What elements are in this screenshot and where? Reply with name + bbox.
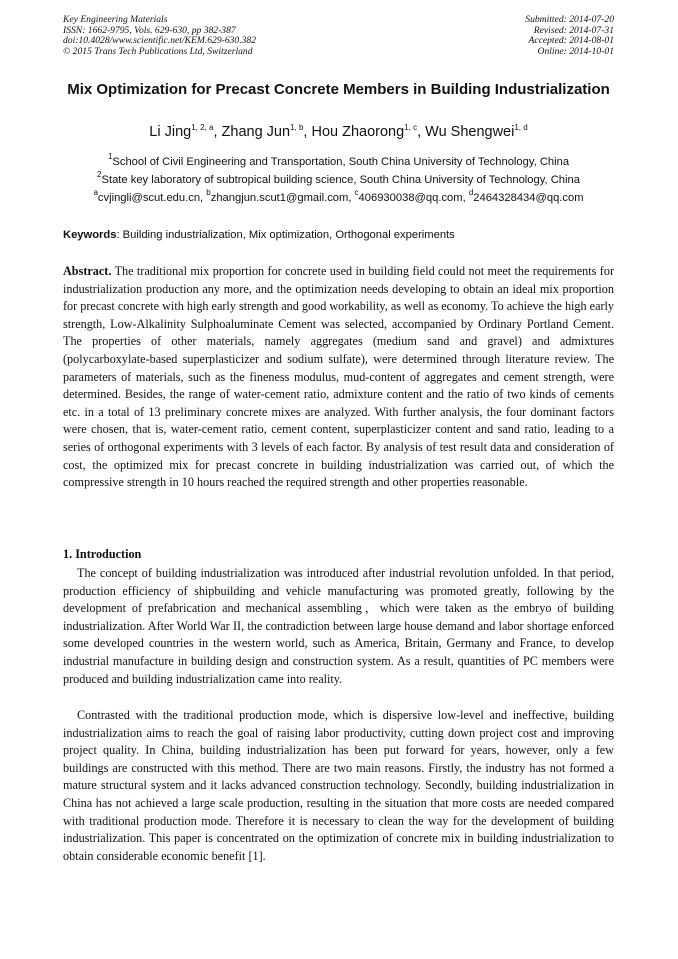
abstract-label: Abstract. — [63, 264, 112, 278]
publication-dates — [525, 15, 614, 57]
submitted-date: Submitted: 2014-07-20 — [525, 14, 614, 25]
section-heading-introduction: 1. Introduction — [63, 547, 142, 561]
doi[interactable]: doi:10.4028/www.scientific.net/KEM.629-630.382 — [63, 35, 257, 47]
author: Li Jing$^{1, 2, a}$, — [149, 123, 222, 140]
abstract-text: The traditional mix proportion for concrete used in building field could not meet the requirements for industrialization production any more, and the optimization needs developing to obtain an ideal mix proportion for precast concrete with high early strength and good workability, as well as economy. To achieve the high early strength, Low-Alkalinity Sulphoaluminate Cement was selected, accompanied by Ordinary Portland Cement. The properties of other materials, namely aggregates (medium sand and gravel) and admixtures (polycarboxylate-based superplasticizer and sodium sulfate), were determined through literature review. The parameters of materials, such as the fineness modulus, mud-content of aggregates and cement strength, were determined. Besides, the range of water-cement ratio, admixture content and the ratio of two kinds of cements etc. in a total of 13 preliminary concrete mixes are analyzed. With further analysis, the four dominant factors were chosen, that is, water-cement ratio, cement content, superplasticizer content and sand ratio, leading to a series of orthogonal experiments with 3 levels of each factor. By analysis of test result data and consideration of cost, the optimized mix for precast concrete in building industrialization was carried out, of which the compressive strength in 10 hours reached the required strength and other properties reasonable. — [63, 264, 615, 490]
keywords — [63, 229, 455, 241]
email-link[interactable]: cvjingli@scut.edu.cn, — [97, 192, 207, 204]
paragraph: Contrasted with the traditional production mode, which is dispersive low-level and ineffective, building industrialization aims to reach the goal of raising labor productivity, cutting down project cost and improving project quality. In China, building industrialization has been put forward for years, however, only a few buildings are constructed with this method. There are two main reasons. Firstly, the industry has not formed a mature structural system and it lacks advanced construction technology. Secondly, building industrialization in China has not achieved a large scale production, resulting in the situation that more costs are needed compared with traditional production mode. Therefore it is necessary to clean the way for the development of building industrialization. This paper is concentrated on the optimization of concrete mix in building industrialization to obtain considerable economic benefit [1]. — [63, 708, 614, 863]
affiliation-2: $^2$State key laboratory of subtropical building science, South China University of Technology, China — [97, 170, 580, 186]
author: Zhang Jun$^{1, b}$, — [221, 123, 312, 140]
paper-title: Mix Optimization for Precast Concrete Members in Building Industrialization — [67, 81, 610, 98]
accepted-date: Accepted: 2014-08-01 — [528, 35, 614, 47]
abstract — [63, 263, 614, 492]
issn: ISSN: 1662-9795, Vols. 629-630, pp 382-387 — [63, 24, 236, 36]
email-link[interactable]: 406930038@qq.com, — [358, 192, 469, 204]
author: Hou Zhaorong$^{1, c}$, — [311, 123, 426, 140]
email-link[interactable]: zhangjun.scut1@gmail.com, — [210, 192, 355, 204]
keywords-label: Keywords — [63, 229, 117, 241]
author-emails: $^a$cvjingli@scut.edu.cn, $^b$zhangjun.scut1@gmail.com, $^c$406930038@qq.com, $^d$2464328434@qq.com — [93, 188, 584, 204]
online-date: Online: 2014-10-01 — [537, 45, 614, 57]
author-list — [63, 124, 614, 140]
journal-info — [63, 15, 256, 57]
email-link[interactable]: 2464328434@qq.com — [473, 192, 584, 204]
copyright: © 2015 Trans Tech Publications Ltd, Switzerland — [63, 45, 253, 57]
paragraph: The concept of building industrialization was introduced after industrial revolution unfolded. In that period, production efficiency of shipbuilding and vehicle manufacturing was promoted greatly, following by the development of prefabrication and mechanical assembling，which were taken as the embryo of building industrialization. After World War II, the contradiction between large house demand and labor shortage enforced some developed countries in the western world, such as America, Britain, Germany and France, to develop industrial manufacture in building design and construction system. As a result, quantities of PC members were produced and building industrialization came into reality. — [63, 566, 614, 686]
journal-name: Key Engineering Materials — [63, 14, 168, 25]
author: Wu Shengwei$^{1, d}$ — [425, 123, 528, 140]
revised-date: Revised: 2014-07-31 — [533, 24, 614, 36]
keywords-text: : Building industrialization, Mix optimization, Orthogonal experiments — [116, 229, 455, 241]
affiliation-1: $^1$School of Civil Engineering and Transportation, South China University of Technology, China — [107, 152, 570, 168]
